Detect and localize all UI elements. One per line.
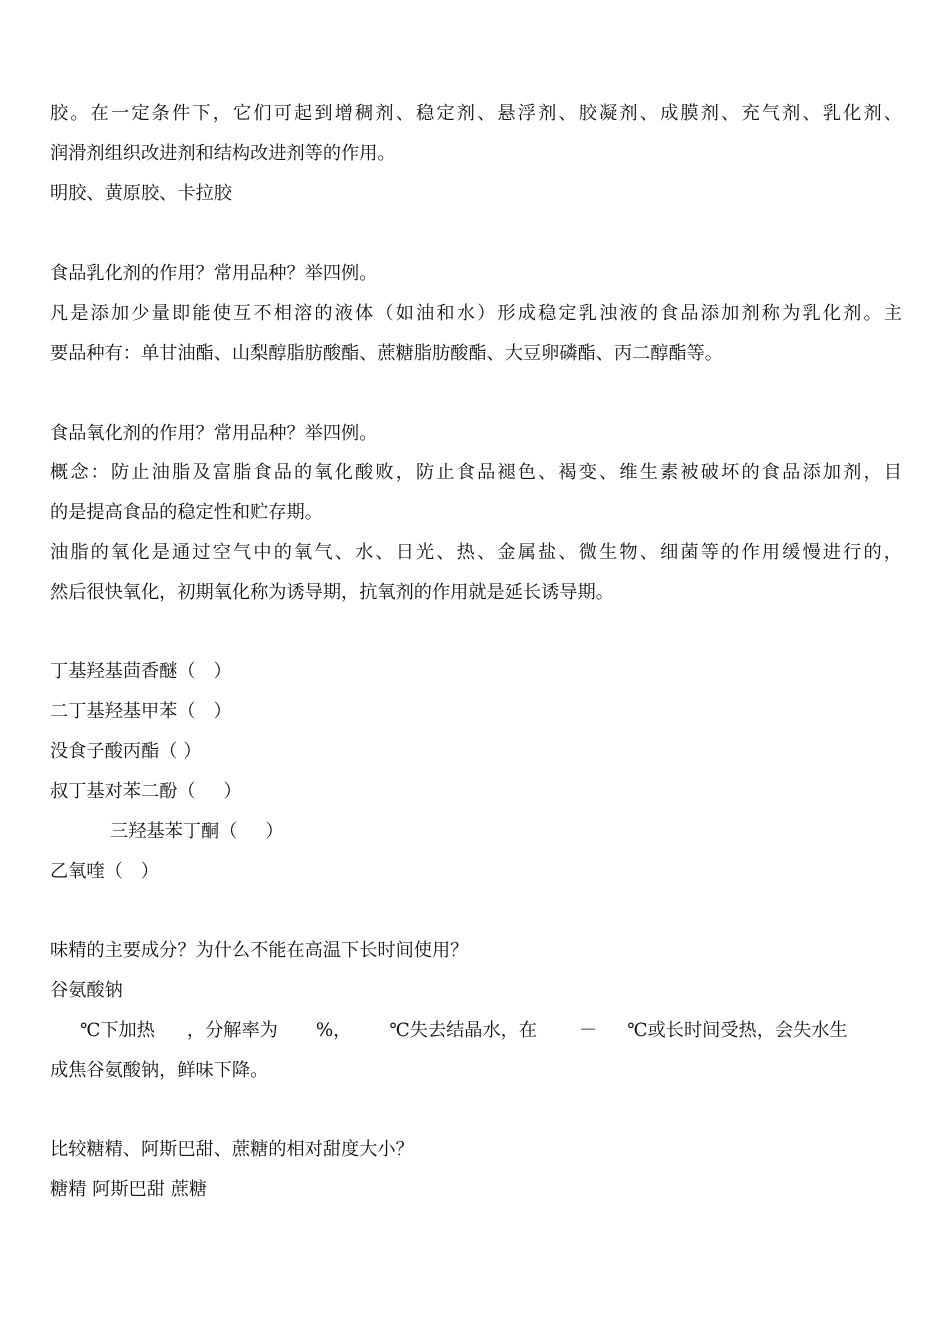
emulsifier-answer-line-1: 凡是添加少量即能使互不相溶的液体（如油和水）形成稳定乳浊液的食品添加剂称为乳化剂。主 [50, 303, 902, 324]
antioxidant-question: 食品氧化剂的作用？常用品种？举四例。 [50, 423, 378, 444]
antioxidant-item-thbp [110, 821, 284, 843]
blank-open-paren: （ [177, 781, 196, 802]
msg-question: 味精的主要成分？为什么不能在高温下长时间使用？ [50, 940, 469, 961]
msg-heat-part: － [579, 1020, 598, 1041]
antioxidant-item-pg [50, 741, 902, 763]
blank-open-paren: （ [104, 861, 123, 882]
antioxidant-name: 叔丁基对苯二酚 [50, 781, 178, 802]
msg-answer: 谷氨酸钠 [50, 980, 123, 1001]
antioxidant-name: 乙氧喹 [50, 861, 105, 882]
antioxidant-name: 三羟基苯丁酮 [110, 821, 220, 842]
antioxidant-concept-line-1: 概念：防止油脂及富脂食品的氧化酸败，防止食品褪色、褐变、维生素被破坏的食品添加剂，目 [50, 462, 902, 483]
msg-heat-part: ，分解率为 [186, 1020, 278, 1041]
blank-close-paren: ） [223, 781, 242, 802]
antioxidant-name: 二丁基羟基甲苯 [50, 701, 178, 722]
oxidation-line-1: 油脂的氧化是通过空气中的氧气、水、日光、热、金属盐、微生物、细菌等的作用缓慢进行的， [50, 542, 902, 563]
antioxidant-item-bht [50, 701, 902, 723]
blank-close-paren: ） [140, 861, 159, 882]
msg-heat-part: %， [315, 1020, 352, 1041]
msg-heat-part: ℃失去结晶水，在 [389, 1020, 538, 1041]
msg-heat-part: ℃或长时间受热，会失水生 [627, 1020, 848, 1041]
thickener-text-line-1: 胶。在一定条件下，它们可起到增稠剂、稳定剂、悬浮剂、胶凝剂、成膜剂、充气剂、乳化剂、 [50, 103, 902, 124]
antioxidant-concept-line-2: 的是提高食品的稳定性和贮存期。 [50, 502, 323, 523]
blank-open-paren: （ [177, 661, 196, 682]
emulsifier-question: 食品乳化剂的作用？常用品种？举四例。 [50, 263, 378, 284]
sweetness-answer: 糖精 阿斯巴甜 蔗糖 [50, 1179, 208, 1200]
blank-open-paren: （ [219, 821, 238, 842]
antioxidant-name: 没食子酸丙酯 [50, 741, 160, 762]
antioxidant-item-tbhq [50, 781, 902, 803]
antioxidant-item-ethoxyquin [50, 861, 902, 883]
msg-heat-part: ℃下加热 [80, 1020, 155, 1041]
msg-heat-line-2: 成焦谷氨酸钠，鲜味下降。 [50, 1060, 269, 1081]
blank-close-paren: ） [183, 741, 202, 762]
blank-close-paren: ） [213, 661, 232, 682]
antioxidant-name: 丁基羟基茴香醚 [50, 661, 178, 682]
blank-close-paren: ） [265, 821, 284, 842]
blank-close-paren: ） [213, 701, 232, 722]
blank-open-paren: （ [159, 741, 178, 762]
antioxidant-item-bha [50, 661, 902, 683]
oxidation-line-2: 然后很快氧化，初期氧化称为诱导期，抗氧剂的作用就是延长诱导期。 [50, 582, 614, 603]
msg-heat-line-1 [50, 1020, 902, 1042]
blank-open-paren: （ [177, 701, 196, 722]
thickener-examples: 明胶、黄原胶、卡拉胶 [50, 183, 232, 204]
sweetness-question: 比较糖精、阿斯巴甜、蔗糖的相对甜度大小？ [50, 1139, 414, 1160]
thickener-text-line-2: 润滑剂组织改进剂和结构改进剂等的作用。 [50, 143, 396, 164]
emulsifier-answer-line-2: 要品种有：单甘油酯、山梨醇脂肪酸酯、蔗糖脂肪酸酯、大豆卵磷酯、丙二醇酯等。 [50, 343, 723, 364]
